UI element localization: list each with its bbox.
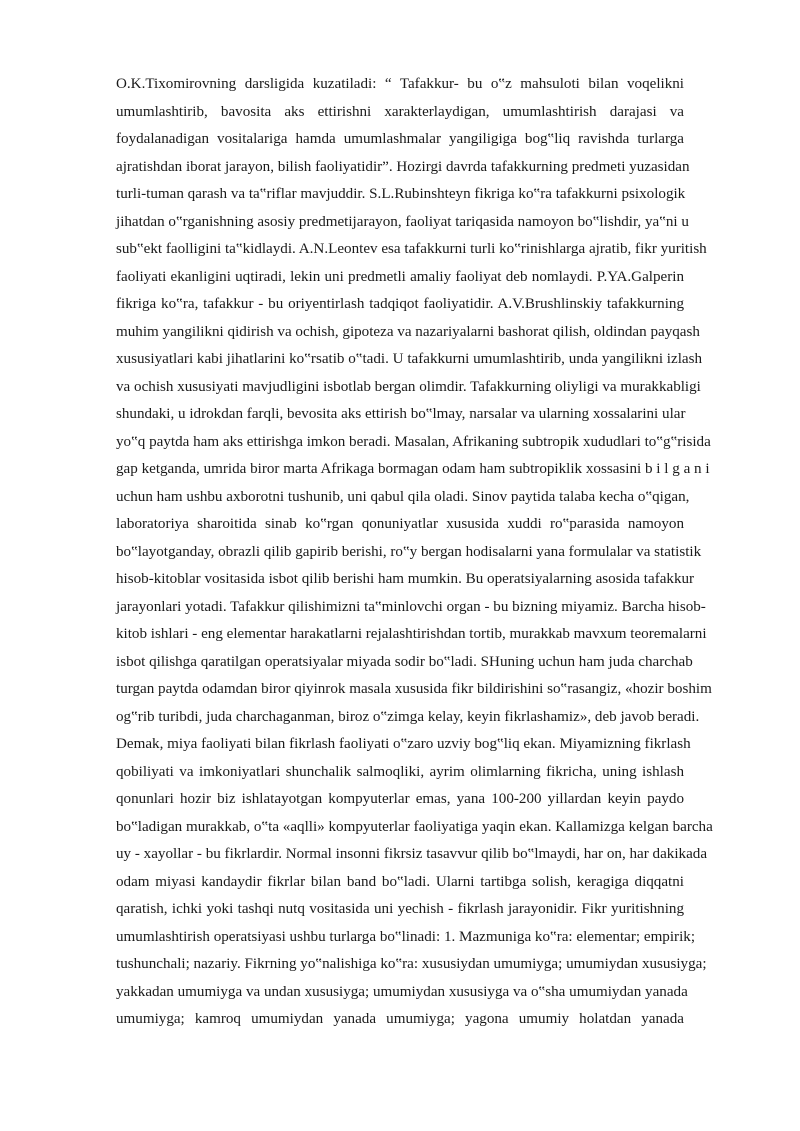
text-line: umumlashtirib, bavosita aks ettirishni xarakterlaydigan, umumlashtirish darajasi va bbox=[116, 103, 684, 120]
text-line: qonunlari hozir biz ishlatayotgan kompyuterlar emas, yana 100-200 yillardan keyin paydo bbox=[116, 791, 684, 807]
text-line: fikriga ko‟ra, tafakkur - bu oriyentirlash tadqiqot faoliyatidir. A.V.Brushlinskiy tafakkurning bbox=[116, 296, 684, 312]
text-line: xususiyatlari kabi jihatlarini ko‟rsatib o‟tadi. U tafakkurni umumlashtirib, unda yangilikni izlash bbox=[116, 351, 703, 367]
text-line: muhim yangilikni qidirish va ochish, gipoteza va nazariyalarni bashorat qilish, oldindan payqash bbox=[116, 323, 700, 340]
text-line: yo‟q paytda ham aks ettirishga imkon beradi. Masalan, Afrikaning subtropik xududlari to‟g‟risida bbox=[116, 433, 711, 450]
text-line: uy - xayollar - bu fikrlardir. Normal insonni fikrsiz tasavvur qilib bo‟lmaydi, har on, har dakikada bbox=[116, 846, 708, 862]
text-line: turli-tuman qarash va ta‟riflar mavjuddir. S.L.Rubinshteyn fikriga ko‟ra tafakkurni psixologik bbox=[116, 186, 686, 202]
text-line: O.K.Tixomirovning darsligida kuzatiladi: “ Tafakkur- bu o‟z mahsuloti bilan voqelikni bbox=[116, 76, 684, 92]
text-line: gap ketganda, umrida biror marta Afrikaga bormagan odam ham subtropiklik xossasini b i l g a n i bbox=[116, 461, 710, 477]
text-line: turgan paytda odamdan biror qiyinrok masala xususida fikr bildirishini so‟rasangiz, «hozir boshim bbox=[116, 681, 712, 697]
text-line: uchun ham ushbu axborotni tushunib, uni qabul qila oladi. Sinov paytida talaba kecha o‟qigan, bbox=[116, 488, 690, 505]
text-line: sub‟ekt faolligini ta‟kidlaydi. A.N.Leontev esa tafakkurni turli ko‟rinishlarga ajratib, fikr yuritish bbox=[116, 241, 707, 257]
text-line: bo‟layotganday, obrazli qilib gapirib berishi, ro‟y bergan hodisalarni yana formulalar va statistik bbox=[116, 543, 702, 560]
text-line: Demak, miya faoliyati bilan fikrlash faoliyati o‟zaro uzviy bog‟liq ekan. Miyamizning fikrlash bbox=[116, 736, 691, 752]
text-line: yakkadan umumiyga va undan xususiyga; umumiydan xususiyga va o‟sha umumiydan yanada bbox=[116, 983, 688, 1000]
text-line: qaratish, ichki yoki tashqi nutq vositasida uni yechish - fikrlash jarayonidir. Fikr yuritishning bbox=[116, 901, 684, 917]
body-paragraph bbox=[116, 71, 713, 1034]
text-line: hisob-kitoblar vositasida isbot qilib berishi ham mumkin. Bu operatsiyalarning asosida tafakkur bbox=[116, 571, 695, 587]
text-line: tushunchali; nazariy. Fikrning yo‟nalishiga ko‟ra: xususiydan umumiyga; umumiydan xususiyga; bbox=[116, 956, 707, 972]
text-line: bo‟ladigan murakkab, o‟ta «aqlli» kompyuterlar faoliyatiga yaqin ekan. Kallamizga kelgan barcha bbox=[116, 818, 713, 835]
text-line: shundaki, u idrokdan farqli, bevosita aks ettirish bo‟lmay, narsalar va ularning xossalarini ular bbox=[116, 406, 686, 422]
text-line: jarayonlari yotadi. Tafakkur qilishimizni ta‟minlovchi organ - bu bizning miyamiz. Barcha hisob- bbox=[116, 598, 706, 615]
text-line: umumiyga; kamroq umumiydan yanada umumiyga; yagona umumiy holatdan yanada bbox=[116, 1011, 684, 1027]
text-line: umumlashtirish operatsiyasi ushbu turlarga bo‟linadi: 1. Mazmuniga ko‟ra: elementar; empirik; bbox=[116, 928, 696, 945]
text-line: va ochish xususiyati mavjudligini isbotlab bergan olimdir. Tafakkurning oliyligi va murakkabligi bbox=[116, 378, 701, 395]
text-line: isbot qilishga qaratilgan operatsiyalar miyada sodir bo‟ladi. SHuning uchun ham juda charchab bbox=[116, 653, 693, 670]
text-line: jihatdan o‟rganishning asosiy predmetijarayon, faoliyat tariqasida namoyon bo‟lishdir, ya‟ni u bbox=[116, 213, 689, 230]
text-line: faoliyati ekanligini uqtiradi, lekin uni predmetli amaliy faoliyat deb nomlaydi. P.YA.Galperin bbox=[116, 268, 684, 285]
text-line: laboratoriya sharoitida sinab ko‟rgan qonuniyatlar xususida xuddi ro‟parasida namoyon bbox=[116, 516, 684, 532]
text-line: og‟rib turibdi, juda charchaganman, biroz o‟zimga kelay, keyin fikrlashamiz», deb javob beradi. bbox=[116, 708, 700, 725]
text-line: odam miyasi kandaydir fikrlar bilan band bo‟ladi. Ularni tartibga solish, keragiga diqqatni bbox=[116, 873, 684, 890]
text-line: ajratishdan iborat jarayon, bilish faoliyatidir”. Hozirgi davrda tafakkurning predmeti yuzasidan bbox=[116, 158, 690, 175]
text-line: kitob ishlari - eng elementar harakatlarni rejalashtirishdan tortib, murakkab mavxum teoremalarni bbox=[116, 626, 707, 642]
text-line: foydalanadigan vositalariga hamda umumlashmalar yangiligiga bog‟liq ravishda turlarga bbox=[116, 131, 684, 147]
text-line: qobiliyati va imkoniyatlari shunchalik salmoqliki, ayrim olimlarning fikricha, uning ishlash bbox=[116, 763, 684, 780]
